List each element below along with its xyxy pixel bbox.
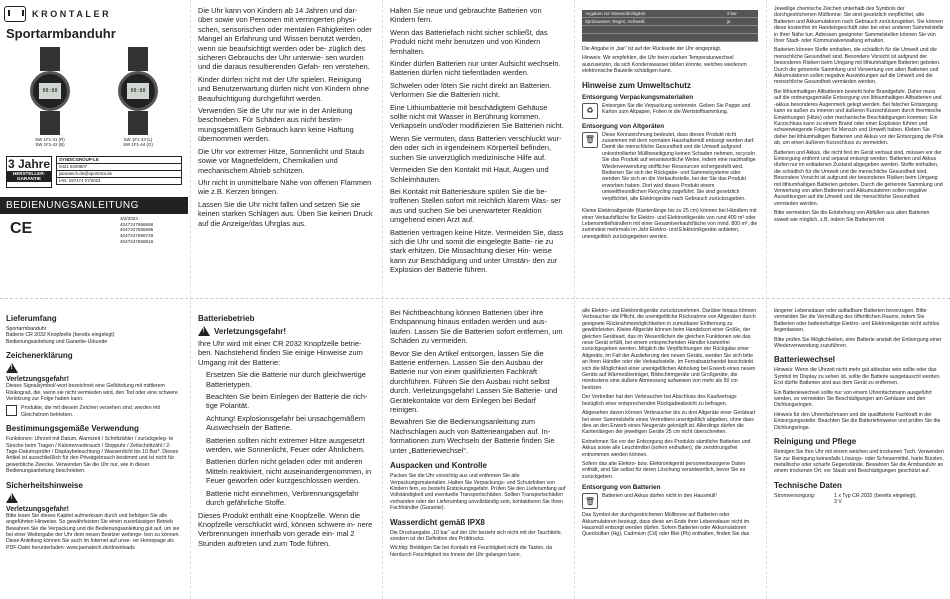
delivery-title: Lieferumfang	[6, 314, 57, 323]
paragraph: Der Vertreiber hat den Verbraucher bei Abschluss des Kaufvertrags bezüglich einer entsprechenden Rückgabeabsicht zu befragen.	[582, 394, 737, 407]
water-title: Wasserdicht gemäß IPX8	[390, 517, 485, 527]
service-name: SYNDICGROUP-LE	[57, 157, 181, 164]
paragraph: Abgesehen davon können Verbraucher bis zu drei Altgeräte einer Geräteart bei einer Sammelstelle eines Vertreibers unentgeltlich abgeben, ohne dass dies an den Erwerb eines Neugeräts geknüpft ist. Allerdings dürfen die Kantenlängen der jeweiligen Geräte 25 cm nicht überschreiten.	[582, 410, 756, 436]
paragraph: Die Uhr vor extremer Hitze, Sonnenlicht und Staub sowie vor Magnetfeldern, Chemikalien und mechanischem Abrieb schützen.	[198, 146, 364, 175]
dc-symbol-icon	[6, 405, 17, 416]
battery-disposal-text: Batterien und Akkus dürfen nicht in den Hausmüll!	[602, 493, 717, 500]
list-item: Ersetzen Sie die Batterie nur durch gleichwertige Batterietypen.	[206, 370, 366, 389]
brand-mark-icon	[4, 6, 26, 22]
unpacking-panel	[384, 302, 572, 599]
tech-row	[774, 493, 944, 506]
battery-change-text-2: Ein Batteriewechsel sollte nur von einem Uhrenfachmann ausgeführt werden, so vermeiden Sie Beschädigungen am Gehäuse und den Dichtungsringen.	[774, 389, 932, 409]
watch-image: 88:88 SW 1F1-43 (L) SW 1F1-44 (G)	[118, 47, 158, 148]
product-images	[0, 47, 188, 148]
device-disposal-text: Diese Kennzeichnung bedeutet, dass dieses Produkt nicht zusammen mit dem normalen Haushaltsmüll entsorgt werden darf. Damit die menschliche Gesundheit und die Umwelt aufgrund unkontrollierter Müllbeseitigung keinen Schaden nehmen, recyceln Sie das Produkt auf verantwortliche Weise, indem eine nachhaltige Wiederverwendung stofflicher Ressourcen sichergestellt wird. Bedienen Sie sich der Rückgabe- und Sammelsysteme oder wenden Sie sich an die Verkaufsstelle, bei der Sie das Produkt erworben haben. Dort wird dieses Produkt einem umweltfreundlichen Recycling zugeführt. Sie sind gesetzlich verpflichtet, alte Elektrogeräte nach Gebrauch zurückzugeben.	[602, 131, 756, 202]
table-row: Angaben zur Wasserdichtigkeit 3 bar	[582, 10, 758, 18]
warning-word: Verletzungsgefahr!	[6, 376, 70, 384]
tech-value: 1 x Typ CR 2032 (bereits eingelegt), 3 V	[834, 492, 917, 506]
paragraph: Uhr nicht in unmittelbare Nähe von offenen Flammen wie z.B. Kerzen bringen.	[198, 177, 372, 197]
safety-continued-panel	[192, 0, 380, 296]
list-item: Beachten Sie beim Einlegen der Batterie die rich- tige Polarität.	[206, 392, 368, 411]
guarantee-row	[0, 148, 188, 188]
paragraph: Die Uhr kann von Kindern ab 14 Jahren und dar- über sowie von Personen mit verringerten physi- schen, sensorischen oder mentalen Fähigkeiten oder Mangel an Erfahrung und Wissen benutzt werden, wenn sie beaufsichtigt werden oder be- züglich des sicheren Gebrauchs der Uhr unterwie- sen wurden und die daraus resultierenden Gefah- ren verstehen.	[198, 6, 372, 72]
warning-icon	[6, 493, 18, 503]
paragraph: Bevor Sie den Artikel entsorgen, lassen Sie die Batterie entfernen. Lassen Sie den Ausbau der Batterie nur von einer qualifizierten Fachkraft durchführen. Führen Sie den Ausbau nicht selbst durch. Verletzungsgefahr! Lassen Sie Batterie- und Gerätekontakte vor dem Einlegen bei Bedarf reinigen.	[390, 348, 558, 415]
paragraph: Lassen Sie die Uhr nicht fallen und setzen Sie sie keinen starken Schlägen aus. Üben Sie keinen Druck auf die Anzeige/das Uhrglas aus.	[198, 199, 373, 228]
paragraph: Bei Nichtbeachtung können Batterien über ihre Endspannung hinaus entladen werden und aus- laufen. Lassen Sie die Batterien sofort entfernen, um Schäden zu vermeiden.	[390, 308, 563, 346]
battery-change-text-3: Hinweis für den Uhrenfachmann und die qualifizierte Fachkraft in der Entsorgungsstelle: Beachten Sie die Batteriehinweise und prüfen Sie die Dichtungsringe.	[774, 411, 941, 431]
device-disposal-text-2: Kleine Elektroaltgeräte (Kantenlänge bis zu 25 cm) können bei Händlern mit einer Verkaufsfläche für Elektro- und Elektronikgeräte von rund 400 m² oder Lebensmittelhändlern mit einer Gesamtverkaufsfläche von mind. 800 m², die zumindest mehrmals im Jahr Elektro- und Elektronikgeräte anbieten, unentgeltlich zurückgegeben werden.	[582, 208, 758, 240]
list-item: Batterie nicht einnehmen, Verbrennungsgefahr durch gefährliche Stoffe.	[206, 488, 359, 508]
table-row	[582, 26, 758, 34]
brand-logo	[4, 6, 188, 22]
paragraph: Kinder dürfen nicht mit der Uhr spielen. Reinigung und Benutzerwartung dürfen nicht von Kindern ohne Beaufsichtigung durchgeführt werden.	[198, 74, 369, 103]
recycle-icon: ♻	[582, 103, 598, 119]
crossed-bin-icon: 🗑	[582, 493, 598, 509]
paragraph: Wenn das Batteriefach nicht sicher schließt, das Produkt nicht mehr benutzen und von Kindern fernhalten.	[390, 27, 548, 56]
warning-word: Verletzungsgefahr!	[214, 326, 287, 336]
service-article: IAN: 297474 07/2024	[59, 177, 101, 183]
watch-image: 88:88 SW 1F1-41 (R) SW 1F1-42 (B)	[30, 47, 70, 148]
brand-name: KRONTALER	[32, 9, 112, 19]
battery-operation-panel	[192, 302, 380, 599]
cleaning-title: Reinigung und Pflege	[774, 437, 857, 447]
device-disposal-title: Entsorgung von Altgeräten	[582, 122, 665, 130]
battery-safety-panel	[384, 0, 572, 296]
use-text: Funktionen: Uhrzeit mit Datum, Alarmzeit / Schrittzähler / zurückgeleg- te Strecke beim Tragen / Kalorienverbrauch / Stoppuhr / Zeitschrittzähl / 2-Tage-Datumsprüfer / Displaybeleuchtung / Wasserdicht bis 10 Bar*. Dieses Artikel ist ausschließlich für den Privatgebrauch bestimmt und ist nicht für gewerbliche Zwecke. Verwenden Sie die Uhr nur, wie in dieser Bedienungsanleitung beschrieben.	[6, 436, 179, 475]
water-text: Die Druckangabe „10 bar“ auf der Uhr bezieht sich nicht mit der Tauchtiefe, sondern ist der Definition des Prüfdrucks.	[390, 529, 563, 542]
vertical-fold	[190, 0, 191, 599]
paragraph: Batterien vertragen keine Hitze. Vermeiden Sie, dass sich die Uhr und somit die eingelegte Batte- rie zu stark erhitzen. Die Missachtung dieser Hin- weise kann zur Beschädigung und unter Umstän- den zur Explosion der Batterie führen.	[390, 227, 564, 275]
paragraph: Bitte vermeiden Sie die Entstehung von Abfällen aus alten Batterien soweit wie möglich, z.B. indem Sie Batterien mit	[774, 210, 930, 223]
maintenance-panel	[768, 302, 950, 599]
button-cell-warning: Dieses Produkt enthält eine Knopfzelle. Wenn die Knopfzelle verschluckt wird, können schwere in- nere Verbrennungen innerhalb von gerade ein- mal 2 Stunden auftreten und zum Tode führen.	[198, 510, 373, 548]
environment-panel	[576, 0, 764, 296]
tech-title: Technische Daten	[774, 480, 842, 490]
crossed-bin-icon: 🗑	[582, 132, 598, 148]
dc-symbol-text: Produkte, die mit diesem Zeichen versehen sind, werden mit Gleichstrom betrieben.	[21, 405, 160, 418]
safety-title: Sicherheitshinweise	[6, 480, 83, 490]
vertical-fold	[382, 0, 383, 599]
battery-title: Batteriebetrieb	[198, 314, 255, 323]
vertical-fold	[574, 0, 575, 599]
paragraph: Verwenden Sie die Uhr nur wie in der Anleitung beschrieben. Für Schäden aus nicht bestim- mungsgemäßem Gebrauch kann keine Haftung übernommen werden.	[198, 106, 354, 144]
paragraph: Vermeiden Sie den Kontakt mit Haut, Augen und Schleimhäuten.	[390, 165, 549, 184]
watch-model-label: SW 1F1-41 (R) SW 1F1-42 (B)	[35, 137, 65, 148]
battery-change-title: Batteriewechsel	[774, 355, 835, 365]
paragraph: Bitte prüfen Sie Möglichkeiten, eine Batterie anstatt der Entsorgung einer Wiederverwendung zuzuführen.	[774, 336, 942, 350]
env-title: Hinweise zum Umweltschutz	[582, 80, 691, 90]
paragraph: Batterien und Akkus, die nicht fest im Gerät verbaut sind, müssen vor der Entsorgung entfernt und separat entsorgt werden. Batterien und Akkus dürfen nur im entladenen Zustand abgegeben werden. Stoffe enthalten, die schädlich für die Umwelt und die menschliche Gesundheit sind. Besondere Vorsicht ist aufgrund der besonderen Risiken beim Umgang mit lithiumhaltigen Batterien geboten. Durch die getrennte Sammlung und Verwertung von alten Batterien und Akkumulatoren sollen negative Auswirkungen auf die Umwelt und die menschliche Gesundheit vermieden werden.	[774, 149, 943, 207]
unpack-title: Auspacken und Kontrolle	[390, 461, 487, 471]
warning-icon	[6, 363, 18, 373]
battery-disposal-title: Entsorgung von Batterien	[582, 484, 661, 492]
list-item: Batterien dürfen nicht geladen oder mit anderen Mitteln reaktiviert, nicht auseinandergenommen, in Feuer geworfen oder kurzgeschlossen werden.	[206, 457, 372, 486]
guarantee-label: HERSTELLER- GARANTIE	[7, 171, 51, 182]
paragraph: Bei Kontakt mit Batteriesäure spülen Sie die be- troffenen Stellen sofort mit reichlich klarem Was- ser aus und suchen Sie bei unerwarteter Reaktion umgehend einen Arzt auf.	[390, 186, 561, 225]
signs-title: Zeichenerklärung	[6, 351, 73, 361]
manual-title-bar: BEDIENUNGSANLEITUNG	[0, 197, 188, 214]
vertical-fold	[766, 0, 767, 599]
take-back-panel	[576, 302, 764, 599]
pack-title: Entsorgung Verpackungsmaterialien	[582, 93, 694, 101]
paragraph: Bei lithiumhaltigen Altbatterien besteht hohe Brandgefahr. Daher muss auf die ordnungsgemäße Entsorgung von lithiumhaltigen Altbatterien und -akkus besonderes Augenmerk gelegt werden. Bei falscher Entsorgung kann es außen zu inneren und äußeren Kurzschlüssen durch thermische Einwirkungen (Hitze) oder mechanische Beschädigungen kommen. Ein Kurzschluss kann zu einem Brand oder einer Explosion führen und schwerwiegende Folgen für Mensch und Umwelt haben. Kleben Sie daher bei lithiumhaltigen Batterien und Akkus vor der Entsorgung die Pole ab, um einen äußeren Kurzschluss zu vermeiden.	[774, 88, 944, 147]
cleaning-text: Reinigen Sie Ihre Uhr mit einem weichen und trockenen Tuch. Verwenden Sie zur Reinigung keinesfalls Lösungs- oder Scheuermittel, harte Bürsten, metallische oder scharfe Gegenstände. Bewahren Sie die Armbanduhr an einem trockenen Ort, vor Staub und Beschädigungen geschützt auf.	[774, 449, 944, 475]
warning-word: Verletzungsgefahr!	[6, 505, 70, 513]
paragraph: Jeweilige chemische Zeichen unterhalb des Symbols der durchgestrichenen Mülltonne: Sie sind gesetzlich verpflichtet, alte Batterien und Akkumulatoren nach Gebrauch zurückzugeben. Sie können diese kostenfrei im Handelsgeschäft oder bei einer anderen Sammelstelle in Ihrer Nähe tun. Adressen geeigneter Sammelstellen können Sie von Ihrer Stadt- oder Kommunalverwaltung erhalten.	[774, 6, 944, 45]
cover-panel	[0, 0, 188, 296]
safety-text: Bitte lesen Sie dieses Kapitel aufmerksam durch und befolgen Sie alle angeführten Hinweise. So gewährleisten Sie einen zuverlässigen Betrieb Bewahren Sie die Verpackung und die Bedienungsanleitung gut auf, um sie bei einer Weitergabe der Uhr dem neuen Besitzer weiterge- ben zu können. Diese Anleitung können Sie auch im Internet auf unse- rer Homepage als PDF-Datei herunterladen: www.jaenatech.de/downloads	[6, 512, 180, 551]
important-note: Wichtig: Betätigen Sie bei Kontakt mit Feuchtigkeit nicht die Tasten, da hierdurch Feuchtigkeit ins Innere der Uhr gelangen kann.	[390, 545, 552, 558]
list-item: Achtung! Explosionsgefahr bei unsachgemäßem Auswechseln der Batterie.	[206, 413, 365, 433]
warning-text: Dieses Signalsymbol/-wort bezeichnet eine Gefährdung mit mittlerem Risikograd, die, wenn sie nicht vermieden wird, den Tod oder eine schwere Verletzung zur Folge haben kann.	[6, 383, 178, 403]
service-phone: 0421 5409807	[57, 164, 181, 171]
hint: Hinweis: Wir empfehlen, die Uhr beim starken Temperaturwechsel auszusetzen, da sich Kondenswasser bilden könnte, welches wiederum elektronische Bauteile schädigen kann.	[582, 55, 747, 75]
service-box	[56, 156, 182, 185]
battery-change-text: Hinweis: Wenn die Uhrzeit nicht mehr gut ablesbar sein sollte oder das Symbol im Display zu sehen ist, sollte die Batterie ausgetauscht werden. Erst dürfte Batterien sind aus dem Gerät zu entfernen.	[774, 367, 941, 387]
list-item: Batterien sollten nicht extremer Hitze ausgesetzt werden, wie Sonnenlicht, Feuer oder Ähnlichem.	[206, 435, 365, 455]
service-email: jaenatech.de@sportreta.de	[57, 171, 181, 178]
paragraph: Entnehmen Sie vor der Entsorgung des Produkts sämtliche Batterien und Akkus sowie alle Leuchtmittel (sofern enthalten), die zerstörungsfrei entnommen werden können.	[582, 438, 751, 458]
warning-icon	[198, 326, 210, 336]
use-title: Bestimmungsgemäße Verwendung	[6, 424, 139, 434]
battery-disposal-text-2: Das Symbol der durchgestrichenen Mülltonne auf Batterien oder Akkumulatoren bezeugt, dass diese am Ende ihrer Lebensdauer nicht im Hausmüll entsorgt werden dürfen. Sofern Batterien oder Akkumulatoren Quecksilber (Hg), Cadmium (Cd) oder Blei (Pb) enthalten, finden Sie das	[582, 512, 750, 538]
horizontal-fold	[0, 298, 950, 299]
paragraph: längerer Lebensdauer oder aufladbare Batterien bevorzugen. Bitte vermeiden Sie die Vermüllung des öffentlichen Raums, indem Sie Batterien oder batteriehaltige Elektro- und Elektronikgeräte nicht achtlos liegenlassen.	[774, 308, 940, 334]
paragraph: Halten Sie neue und gebrauchte Batterien von Kindern fern.	[390, 6, 542, 25]
ce-mark: CE	[10, 219, 33, 237]
article-numbers: AN DE: 29674734 3/3/2024 4047247666688 4047247666695 4047247666749 4047247666816	[120, 210, 158, 244]
paragraph: Bewahren Sie die Bedienungsanleitung zum Nachschlagen auch von Batterieangaben auf. In- formationen zum Wechseln der Batterie finden Sie unter „Batteriewechsel“.	[390, 417, 555, 455]
guarantee-years: 3 Jahre	[7, 156, 51, 171]
product-title: Sportarmbanduhr	[6, 26, 116, 41]
tech-key: Stromversorgung:	[774, 492, 816, 499]
watch-model-label: SW 1F1-43 (L) SW 1F1-44 (G)	[123, 137, 153, 148]
battery-intro: Ihre Uhr wird mit einer CR 2032 Knopfzelle betrie- ben. Nachstehend finden Sie einige Hinweise zum Umgang mit der Batterie:	[198, 339, 363, 367]
table-row: Spritzwasser, Regen, Schweiß ja	[582, 18, 758, 26]
pack-text: Entsorgen Sie die Verpackung sortenrein. Geben Sie Pappe und Karton zum Altpapier, Folien in die Wertstoffsammlung.	[602, 102, 751, 116]
delivery-list: Sportarmbanduhr Batterie CR 2032 Knopfzelle (bereits eingelegt) Bedienungsanleitung und Garantie-Urkunde	[6, 326, 115, 345]
paragraph: Wenn Sie vermuten, dass Batterien verschluckt wur- den oder sich in irgendeinem Körperteil befinden, suchen Sie unverzüglich medizinische Hilfe auf.	[390, 133, 562, 162]
paragraph: Sofern das alte Elektro- bzw. Elektronikgerät personenbezogene Daten enthält, sind Sie selbst für deren Löschung verantwortlich, bevor Sie es zurückgeben.	[582, 460, 746, 480]
guarantee-badge	[6, 156, 52, 188]
paragraph: alle Elektro- und Elektronikgeräte zurückzunehmen. Darüber hinaus können Verbraucher die Pflicht, die unentgeltliche Rücknahme von Altgeräten durch geeignete Rücknahmemöglichkeiten in zumutbarer Entfernung zu gewährleisten. Kleine Altgeräte können beim Handelsort einer Größe, der gleichen Geräteart, das im Wesentlichen die gleichen Funktionen wie das neue Gerät erfüllt, bei einem entsprechenden Händler kostenfrei zurückgegeben werden. Möglich die Verpflichtungen der Rückgabe einer Altgeräts, im Fall der Auslieferung des neuen Geräts, werden Sie sich bitte an Ihren Händler oder die Verkaufsstelle. Im Fernabsatzhandel beschränkt sich die Möglichkeit einer unentgeltlichen Abholung bei Erwerb eines neuen Geräts auf Wärmeüberträger, Bildschirmgeräte und Großgeräte, die mindestens eine äußere Abmessung aufweisen von mehr als 50 cm besitzen.	[582, 308, 757, 391]
unpack-text: Packen Sie die Uhr vorsichtig aus und entfernen Sie alle Verpackungsmaterialien. Halten Sie Verpackungs- und Schutzfolien von Kindern fern, es besteht Erstickungsgefahr. Prüfen Sie den Lieferumfang auf Vollständigkeit und eventuelle Transportschäden. Sollten Transportschäden vorhanden oder der Lieferumfang unvollständig sein, kontaktieren Sie Ihren Fachhändler (Garantie).	[390, 473, 566, 512]
paragraph: Kinder dürfen Batterien nur unter Aufsicht wechseln. Batterien dürfen nicht tiefentladen werden.	[390, 59, 561, 78]
intro-panel	[0, 302, 188, 599]
paragraph: Batterien können Stoffe enthalten, die schädlich für die Umwelt und die menschliche Gesundheit sind. Besondere Vorsicht ist aufgrund der besonderen Risiken beim Umgang mit lithiumhaltigen Batterien geboten. Durch die getrennte Sammlung und Verwertung von alten Batterien und Akkumulatoren sollen negative Auswirkungen auf die Umwelt und die menschliche Gesundheit vermieden werden.	[774, 47, 941, 86]
spec-note: Die Angabe in „bar“ ist auf der Rückseite der Uhr eingeprägt.	[582, 46, 722, 52]
paragraph: Eine Lithiumbatterie mit beschädigtem Gehäuse sollte nicht mit Wasser in Berührung kommen. Verkapseln und/oder modifizieren Sie Batterien nicht.	[390, 102, 564, 131]
water-spec-table	[582, 10, 758, 42]
table-row	[582, 34, 758, 42]
paragraph: Schwelen oder löten Sie nicht direkt an Batterien. Verformen Sie die Batterien nicht.	[390, 80, 552, 100]
battery-disposal-panel	[768, 0, 950, 296]
